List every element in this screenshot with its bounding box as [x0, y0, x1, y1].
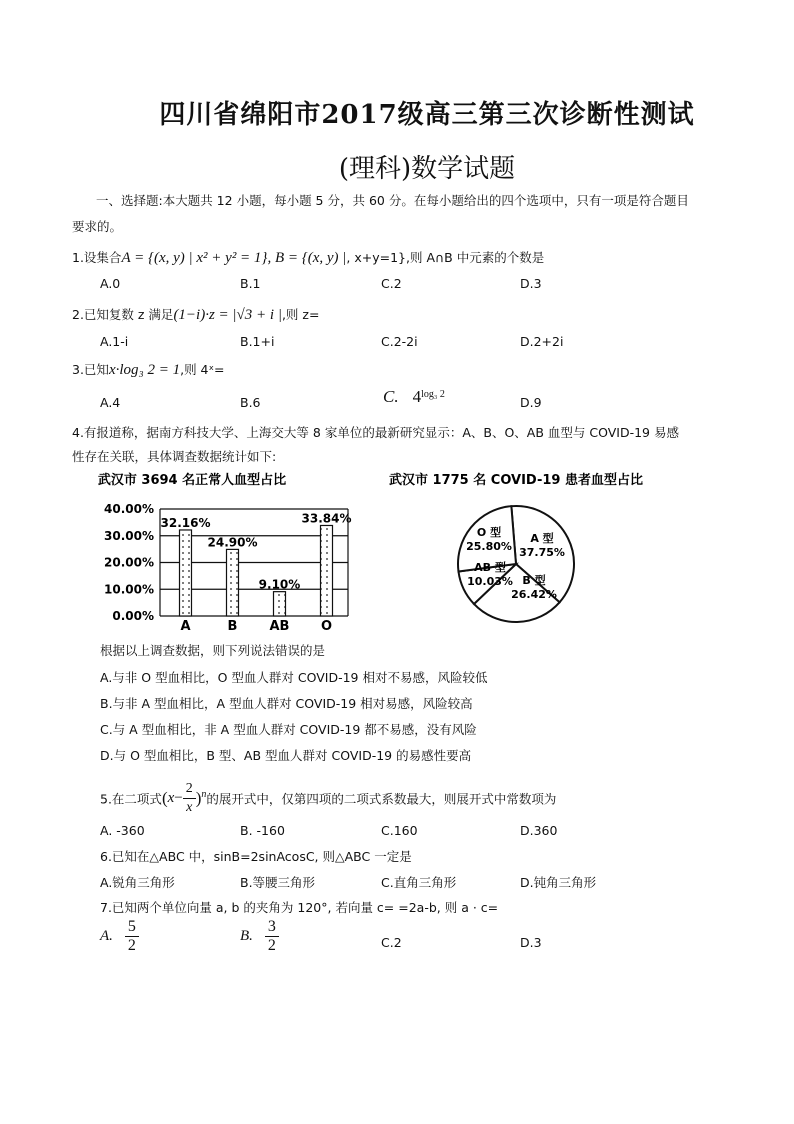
- pie-slice-name: A 型: [530, 532, 554, 545]
- q4-option-c: C.与 A 型血相比，非 A 型血人群对 COVID-19 都不易感，没有风险: [100, 722, 477, 737]
- pie-chart: [380, 466, 680, 636]
- q5-option-b: B. -160: [240, 823, 285, 838]
- q4-stem-line2: 性存在关联，具体调查数据统计如下:: [72, 449, 277, 464]
- q3-option-b: B.6: [240, 395, 261, 410]
- pie-slice-value: 37.75%: [519, 546, 565, 559]
- q4-option-a: A.与非 O 型血相比，O 型血人群对 COVID-19 相对不易感，风险较低: [100, 670, 488, 685]
- q1-option-b: B.1: [240, 276, 261, 291]
- q3-prefix: 3.已知: [72, 362, 109, 377]
- bar-value-label: 24.90%: [207, 535, 258, 550]
- bar-ytick-label: 10.00%: [104, 582, 154, 597]
- q6-stem: 6.已知在△ABC 中，sinB=2sinAcosC, 则△ABC 一定是: [100, 849, 412, 864]
- bar-xtick-label: A: [180, 619, 191, 634]
- bar-value-label: 9.10%: [258, 577, 301, 592]
- bar: [180, 530, 192, 616]
- bar-xtick-label: AB: [269, 619, 290, 634]
- q7-option-b-label: B.: [240, 928, 253, 944]
- bar-value-label: 32.16%: [160, 515, 211, 530]
- q5-exponent: n: [201, 788, 207, 800]
- q7-stem: 7.已知两个单位向量 a, b 的夹角为 120°, 若向量 c= =2a-b, 则 a · c=: [100, 900, 499, 915]
- q7-option-a-den: 2: [127, 937, 136, 954]
- q1-prefix: 1.设集合: [72, 250, 122, 265]
- bar-ytick-label: 40.00%: [104, 502, 154, 516]
- pie-slice-value: 10.03%: [467, 575, 513, 588]
- q5-frac-num: 2: [183, 780, 196, 799]
- q7-option-a-frac: [125, 918, 139, 955]
- q3-option-c-label: C.: [383, 387, 399, 406]
- pie-slice-name: O 型: [476, 526, 502, 539]
- question-3: [72, 360, 225, 379]
- q6-option-c: C.直角三角形: [381, 875, 457, 890]
- pie-slice-name: AB 型: [474, 561, 506, 574]
- bar: [227, 549, 239, 616]
- q3-option-c: [383, 387, 445, 407]
- q1-set-b: , B = {(x, y) |: [267, 250, 347, 266]
- q6-option-a: A.锐角三角形: [100, 875, 175, 890]
- q2-option-a: A.1-i: [100, 334, 129, 349]
- bar-value-label: 33.84%: [301, 511, 352, 526]
- q2-option-c: C.2-2i: [381, 334, 418, 349]
- pie-chart-title: 武汉市 1775 名 COVID-19 患者血型占比: [389, 473, 643, 488]
- q7-option-b-num: 3: [265, 918, 279, 937]
- bar: [274, 592, 286, 616]
- bar: [321, 525, 333, 616]
- q3-expr: x·log₃ 2 = 1: [108, 362, 181, 378]
- q5-open-paren: (: [161, 788, 168, 808]
- q5-var: x: [167, 790, 175, 806]
- q7-option-a-label: A.: [100, 928, 113, 944]
- bar-xtick-label: B: [227, 619, 238, 634]
- q2-expr: (1−i)·z = |√3 + i |: [173, 307, 282, 323]
- q5-prefix: 5.在二项式: [100, 791, 162, 807]
- bar-chart-title: 武汉市 3694 名正常人血型占比: [97, 473, 287, 488]
- q1-set-a: A = {(x, y) | x² + y² = 1}: [121, 250, 268, 266]
- q4-stem-line1: 4.有报道称，据南方科技大学、上海交大等 8 家单位的最新研究显示：A、B、O、AB 血型与 COVID-19 易感: [72, 425, 679, 440]
- bar-ytick-label: 30.00%: [104, 528, 154, 543]
- q3-option-c-base: 4: [412, 387, 422, 406]
- q5-frac-den: x: [186, 800, 193, 815]
- pie-slice-name: B 型: [522, 574, 546, 587]
- page-title: 四川省绵阳市2017级高三第三次诊断性测试: [159, 100, 695, 130]
- q2-option-d: D.2+2i: [520, 334, 564, 349]
- q1-option-a: A.0: [100, 276, 121, 291]
- q2-prefix: 2.已知复数 z 满足: [72, 307, 174, 322]
- bar-chart: [72, 466, 372, 636]
- q5-minus: −: [174, 790, 183, 806]
- question-1: [72, 248, 544, 267]
- q5-option-d: D.360: [520, 823, 558, 838]
- q7-option-b-den: 2: [267, 937, 276, 954]
- section-intro-line1: 一、选择题:本大题共 12 小题，每小题 5 分，共 60 分。在每小题给出的四个选项中，只有一项是符合题目: [96, 193, 689, 208]
- section-intro-line2: 要求的。: [72, 219, 123, 234]
- q7-option-b: [240, 918, 279, 955]
- q3-option-a: A.4: [100, 395, 121, 410]
- q7-option-b-frac: [265, 918, 279, 955]
- q2-suffix: ,则 z=: [281, 307, 320, 322]
- q1-option-d: D.3: [520, 276, 542, 291]
- q4-option-d: D.与 O 型血相比，B 型、AB 型血人群对 COVID-19 的易感性要高: [100, 748, 472, 763]
- q5-option-c: C.160: [381, 823, 418, 838]
- question-2: [72, 305, 319, 324]
- q5-suffix: 的展开式中，仅第四项的二项式系数最大，则展开式中常数项为: [206, 791, 557, 807]
- q6-option-b: B.等腰三角形: [240, 875, 316, 890]
- pie-slice-value: 26.42%: [511, 588, 557, 601]
- q7-option-d: D.3: [520, 935, 542, 950]
- q3-option-c-exp: log₃ 2: [421, 388, 445, 400]
- q4-option-b: B.与非 A 型血相比，A 型血人群对 COVID-19 相对易感，风险较高: [100, 696, 473, 711]
- q5-fraction: [183, 780, 196, 817]
- q7-option-a-num: 5: [125, 918, 139, 937]
- q1-option-c: C.2: [381, 276, 402, 291]
- q7-option-c: C.2: [381, 935, 402, 950]
- q2-option-b: B.1+i: [240, 334, 275, 349]
- q4-after-chart: 根据以上调查数据，则下列说法错误的是: [100, 643, 326, 658]
- pie-slice-value: 25.80%: [466, 540, 512, 553]
- q1-suffix: , x+y=1},则 A∩B 中元素的个数是: [346, 250, 545, 265]
- q7-option-a: [100, 918, 139, 955]
- bar-ytick-label: 0.00%: [112, 609, 154, 623]
- question-5: [100, 780, 556, 817]
- q3-option-d: D.9: [520, 395, 542, 410]
- q6-option-d: D.钝角三角形: [520, 875, 597, 890]
- q3-suffix: ,则 4ˣ=: [180, 362, 225, 377]
- bar-xtick-label: O: [320, 619, 333, 634]
- page-subtitle: (理科)数学试题: [338, 154, 516, 184]
- q5-close-paren: ): [195, 788, 202, 808]
- bar-ytick-label: 20.00%: [104, 555, 154, 570]
- q5-option-a: A. -360: [100, 823, 145, 838]
